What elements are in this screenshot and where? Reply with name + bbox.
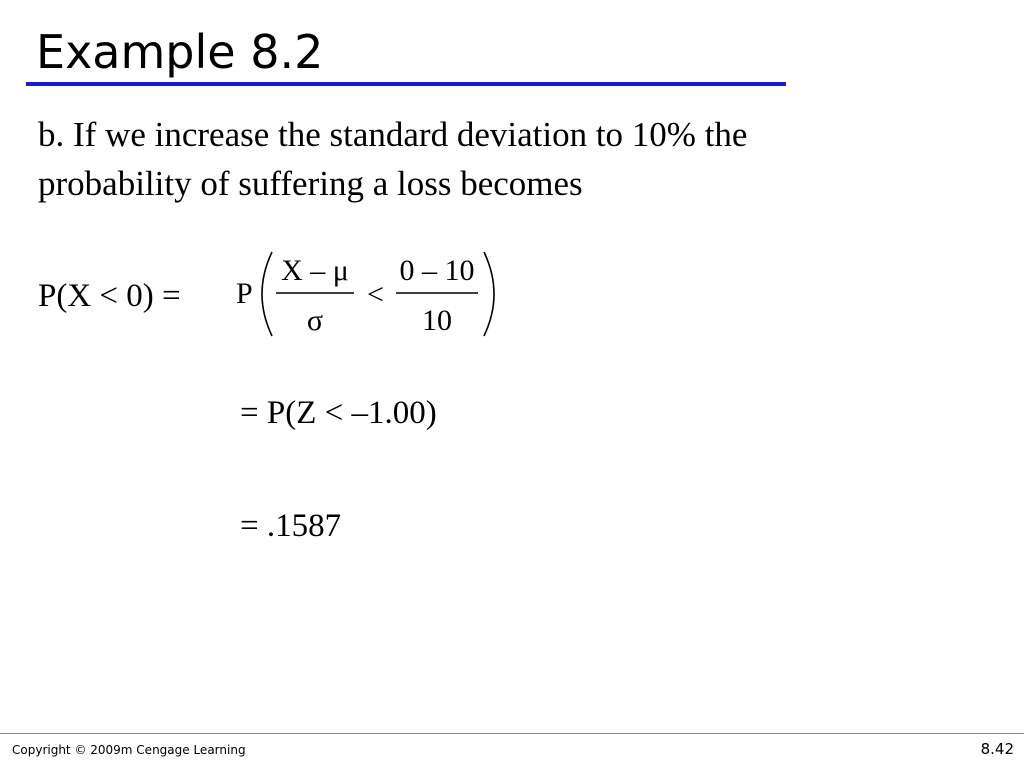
equation-lhs: P(X < 0) = xyxy=(38,278,181,314)
fraction-1-numerator: X – μ xyxy=(281,254,349,287)
body-paragraph xyxy=(38,110,938,208)
page-number: 8.42 xyxy=(980,740,1014,758)
fraction-1-denominator: σ xyxy=(306,304,324,337)
fraction-2-numerator: 0 – 10 xyxy=(399,254,475,287)
title-underline xyxy=(26,82,786,86)
standardization-formula xyxy=(234,244,504,344)
right-paren xyxy=(484,252,494,336)
footer-copyright: Copyright © 2009m Cengage Learning xyxy=(12,743,246,757)
formula-p-label: P xyxy=(236,277,253,310)
result-step-z: = P(Z < –1.00) xyxy=(240,395,437,431)
footer-divider xyxy=(0,733,1024,734)
left-paren xyxy=(262,252,272,336)
body-line-2: probability of suffering a loss becomes xyxy=(38,164,583,203)
less-than-sign: < xyxy=(367,278,384,311)
result-step-probability: = .1587 xyxy=(240,508,342,544)
body-line-1: b. If we increase the standard deviation to 10% the xyxy=(38,115,748,154)
fraction-2-denominator: 10 xyxy=(422,304,452,337)
slide-title: Example 8.2 xyxy=(36,25,324,79)
